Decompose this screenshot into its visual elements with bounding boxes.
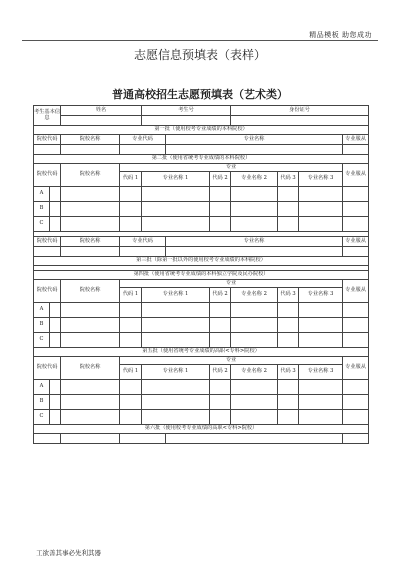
code3-cell[interactable] [278, 410, 299, 425]
major-code-cell[interactable] [120, 145, 166, 155]
name3-cell[interactable] [299, 333, 343, 348]
code1-cell[interactable] [120, 395, 142, 410]
major-group-header: 专业 [120, 357, 343, 365]
idcard-label: 身份证号 [231, 106, 369, 116]
name3-cell[interactable] [299, 187, 343, 202]
school-code-cell[interactable] [50, 202, 61, 217]
school-name-cell[interactable] [61, 303, 120, 318]
school-code-header: 院校代码 [34, 164, 61, 187]
code2-cell[interactable] [210, 217, 231, 232]
school-code-header: 院校代码 [34, 357, 61, 380]
name3-header: 专业名称 3 [299, 172, 343, 187]
code1-header: 代码 1 [120, 172, 142, 187]
row-label: C [34, 410, 50, 425]
obey-cell[interactable] [343, 380, 369, 395]
code1-cell[interactable] [120, 187, 142, 202]
school-name-header: 院校名称 [61, 164, 120, 187]
code3-cell[interactable] [278, 395, 299, 410]
major-group-header: 专业 [120, 164, 343, 172]
batch3-title: 第三批（除第一批以外的使用校考专业成绩的本科院校） [34, 257, 369, 266]
code2-cell[interactable] [210, 187, 231, 202]
code1-cell[interactable] [120, 217, 142, 232]
school-code-cell[interactable] [50, 217, 61, 232]
school-code-cell[interactable] [50, 380, 61, 395]
name1-cell[interactable] [142, 395, 210, 410]
major-code-cell[interactable] [120, 247, 166, 257]
row-label: A [34, 303, 50, 318]
school-code-cell[interactable] [50, 303, 61, 318]
name1-header: 专业名称 1 [142, 172, 210, 187]
name3-cell[interactable] [299, 380, 343, 395]
school-name-header: 院校名称 [61, 280, 120, 303]
obey-cell[interactable] [343, 303, 369, 318]
row-label: C [34, 217, 50, 232]
code2-header: 代码 2 [210, 288, 231, 303]
name1-cell[interactable] [142, 380, 210, 395]
name2-cell[interactable] [231, 380, 278, 395]
exam-id-label: 考生号 [142, 106, 231, 116]
school-code-header: 院校代码 [34, 135, 61, 145]
major-code-header: 专业代码 [120, 237, 166, 247]
major-code-header: 专业代码 [120, 135, 166, 145]
school-name-header: 院校名称 [61, 357, 120, 380]
school-code-cell[interactable] [50, 410, 61, 425]
footer-text: 工欲善其事必先利其器 [36, 549, 101, 557]
name-label: 姓名 [61, 106, 142, 116]
batch1-title: 第一批（使用校考专业成绩的本科院校） [34, 126, 369, 135]
name3-cell[interactable] [299, 303, 343, 318]
obey-cell[interactable] [343, 217, 369, 232]
code3-cell[interactable] [278, 318, 299, 333]
school-code-cell[interactable] [50, 187, 61, 202]
obey-cell[interactable] [343, 145, 369, 155]
code3-cell[interactable] [278, 187, 299, 202]
code1-cell[interactable] [120, 410, 142, 425]
row-label: B [34, 395, 50, 410]
school-code-cell[interactable] [50, 395, 61, 410]
obey-cell[interactable] [343, 333, 369, 348]
name2-cell[interactable] [231, 187, 278, 202]
name2-header: 专业名称 2 [231, 288, 278, 303]
code3-cell[interactable] [278, 303, 299, 318]
code2-cell[interactable] [210, 318, 231, 333]
code3-header: 代码 3 [278, 172, 299, 187]
batch2-title: 第二批（使用省统考专业成绩的本科院校） [34, 155, 369, 164]
school-code-cell[interactable] [34, 434, 61, 444]
code3-cell[interactable] [278, 202, 299, 217]
code3-header: 代码 3 [278, 365, 299, 380]
obey-cell[interactable] [343, 318, 369, 333]
major-group-header: 专业 [120, 280, 343, 288]
obey-cell[interactable] [343, 434, 369, 444]
name1-cell[interactable] [142, 217, 210, 232]
name2-header: 专业名称 2 [231, 172, 278, 187]
obey-header: 专业服从 [343, 164, 369, 187]
code1-cell[interactable] [120, 318, 142, 333]
name1-cell[interactable] [142, 318, 210, 333]
code1-cell[interactable] [120, 202, 142, 217]
name3-cell[interactable] [299, 410, 343, 425]
code1-cell[interactable] [120, 333, 142, 348]
name2-cell[interactable] [231, 333, 278, 348]
code3-cell[interactable] [278, 380, 299, 395]
school-name-header: 院校名称 [61, 237, 120, 247]
school-code-header: 院校代码 [34, 237, 61, 247]
row-label: A [34, 380, 50, 395]
code2-header: 代码 2 [210, 365, 231, 380]
header-rule [22, 40, 378, 41]
school-code-cell[interactable] [50, 318, 61, 333]
school-name-header: 院校名称 [61, 135, 120, 145]
obey-cell[interactable] [343, 202, 369, 217]
code2-cell[interactable] [210, 333, 231, 348]
name2-cell[interactable] [231, 318, 278, 333]
basic-info-label: 考生基本信息 [34, 106, 61, 126]
school-name-cell[interactable] [61, 145, 120, 155]
page-title: 志愿信息预填表（表样） [133, 48, 266, 62]
code1-cell[interactable] [120, 380, 142, 395]
name2-cell[interactable] [231, 202, 278, 217]
code2-cell[interactable] [210, 395, 231, 410]
name3-cell[interactable] [299, 202, 343, 217]
code3-cell[interactable] [278, 333, 299, 348]
school-name-cell[interactable] [61, 187, 120, 202]
obey-header: 专业服从 [343, 280, 369, 303]
name1-cell[interactable] [142, 303, 210, 318]
school-code-cell[interactable] [34, 145, 61, 155]
name1-cell[interactable] [142, 410, 210, 425]
name1-cell[interactable] [142, 187, 210, 202]
school-name-cell[interactable] [61, 217, 120, 232]
batch4-title: 第四批（使用省统考专业成绩的本科独立学院及民办院校） [34, 271, 369, 280]
code2-cell[interactable] [210, 380, 231, 395]
row-label: B [34, 202, 50, 217]
obey-cell[interactable] [343, 410, 369, 425]
obey-cell[interactable] [343, 247, 369, 257]
school-code-header: 院校代码 [34, 280, 61, 303]
school-name-cell[interactable] [61, 202, 120, 217]
obey-cell[interactable] [343, 395, 369, 410]
code1-header: 代码 1 [120, 288, 142, 303]
name3-cell[interactable] [299, 395, 343, 410]
name1-header: 专业名称 1 [142, 288, 210, 303]
exam-id-field[interactable] [142, 116, 231, 126]
obey-header: 专业服从 [343, 135, 369, 145]
name1-cell[interactable] [142, 202, 210, 217]
obey-header: 专业服从 [343, 357, 369, 380]
name3-cell[interactable] [299, 217, 343, 232]
obey-cell[interactable] [343, 187, 369, 202]
row-label: A [34, 187, 50, 202]
major-name-cell[interactable] [166, 145, 343, 155]
code2-cell[interactable] [210, 303, 231, 318]
form-title: 普通高校招生志愿预填表（艺术类） [112, 88, 288, 101]
code3-header: 代码 3 [278, 288, 299, 303]
obey-header: 专业服从 [343, 237, 369, 247]
school-code-cell[interactable] [50, 333, 61, 348]
school-code-cell[interactable] [34, 247, 61, 257]
code2-cell[interactable] [210, 410, 231, 425]
major-name-header: 专业名称 [166, 237, 343, 247]
name2-header: 专业名称 2 [231, 365, 278, 380]
code2-header: 代码 2 [210, 172, 231, 187]
idcard-field[interactable] [231, 116, 369, 126]
name1-header: 专业名称 1 [142, 365, 210, 380]
school-name-cell[interactable] [61, 380, 120, 395]
code3-cell[interactable] [278, 217, 299, 232]
name2-cell[interactable] [231, 303, 278, 318]
code2-cell[interactable] [210, 202, 231, 217]
major-code-cell[interactable] [120, 434, 166, 444]
code1-header: 代码 1 [120, 365, 142, 380]
header-slogan: 精品模板 助您成功 [309, 31, 372, 39]
name2-cell[interactable] [231, 410, 278, 425]
school-name-cell[interactable] [61, 410, 120, 425]
code1-cell[interactable] [120, 303, 142, 318]
school-name-cell[interactable] [61, 333, 120, 348]
school-name-cell[interactable] [61, 395, 120, 410]
name-field[interactable] [61, 116, 142, 126]
batch6-title: 第六批（使用校考专业成绩的高职<专科>院校） [34, 425, 369, 434]
major-name-header: 专业名称 [166, 135, 343, 145]
row-label: B [34, 318, 50, 333]
name2-cell[interactable] [231, 395, 278, 410]
application-form-table [33, 105, 369, 444]
name3-cell[interactable] [299, 318, 343, 333]
name1-cell[interactable] [142, 333, 210, 348]
major-name-cell[interactable] [166, 247, 343, 257]
row-label: C [34, 333, 50, 348]
school-name-cell[interactable] [61, 434, 120, 444]
name3-header: 专业名称 3 [299, 365, 343, 380]
school-name-cell[interactable] [61, 318, 120, 333]
name2-cell[interactable] [231, 217, 278, 232]
name3-header: 专业名称 3 [299, 288, 343, 303]
batch5-title: 第五批（使用省统考专业成绩的高职<专科>院校） [34, 348, 369, 357]
major-name-cell[interactable] [166, 434, 343, 444]
school-name-cell[interactable] [61, 247, 120, 257]
